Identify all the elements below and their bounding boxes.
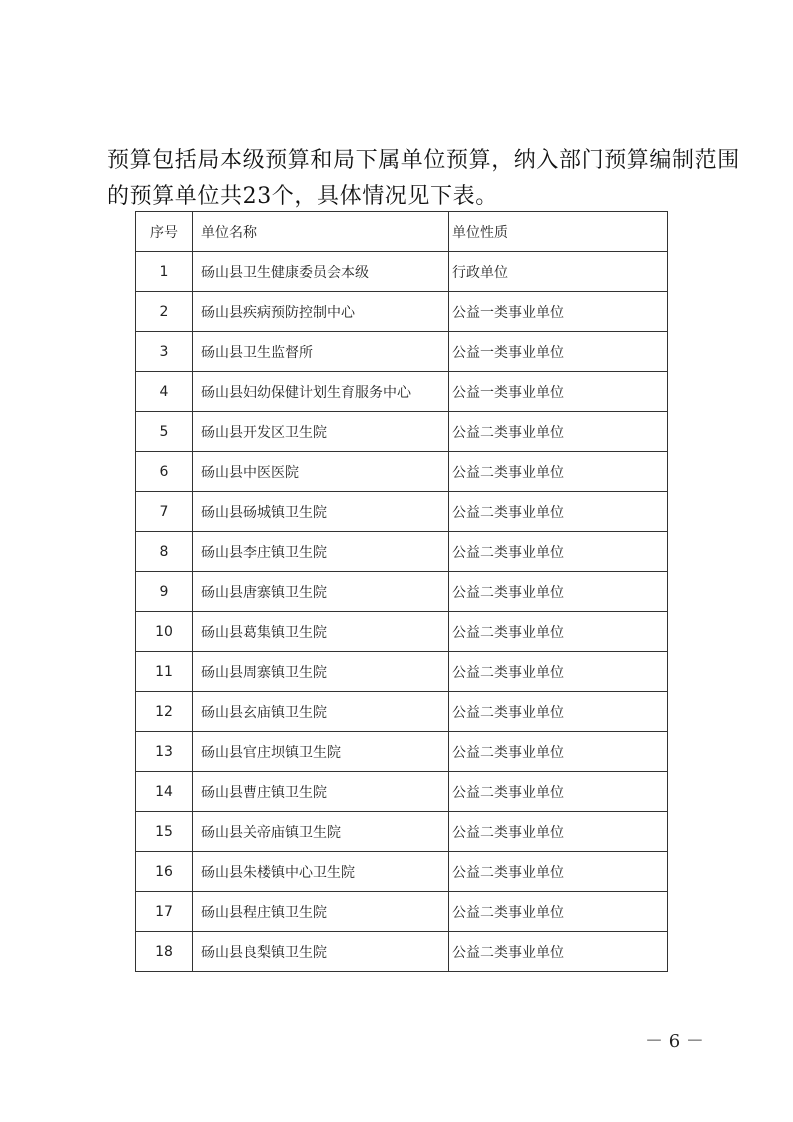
cell-no: 16 bbox=[136, 852, 193, 892]
cell-unit-type: 公益二类事业单位 bbox=[449, 452, 668, 492]
cell-unit-type: 公益二类事业单位 bbox=[449, 692, 668, 732]
table-row bbox=[136, 332, 668, 372]
table-row bbox=[136, 812, 668, 852]
cell-unit-type: 公益一类事业单位 bbox=[449, 372, 668, 412]
cell-unit-type: 公益二类事业单位 bbox=[449, 412, 668, 452]
cell-unit-name: 砀山县砀城镇卫生院 bbox=[193, 492, 449, 532]
table-row bbox=[136, 652, 668, 692]
cell-no: 11 bbox=[136, 652, 193, 692]
cell-unit-type: 公益一类事业单位 bbox=[449, 332, 668, 372]
cell-no: 13 bbox=[136, 732, 193, 772]
cell-unit-type: 公益二类事业单位 bbox=[449, 612, 668, 652]
cell-no: 10 bbox=[136, 612, 193, 652]
table-row bbox=[136, 772, 668, 812]
cell-no: 18 bbox=[136, 932, 193, 972]
table-row bbox=[136, 252, 668, 292]
cell-unit-name: 砀山县良梨镇卫生院 bbox=[193, 932, 449, 972]
table-header-row bbox=[136, 212, 668, 252]
cell-unit-type: 公益二类事业单位 bbox=[449, 492, 668, 532]
cell-unit-name: 砀山县程庄镇卫生院 bbox=[193, 892, 449, 932]
table-row bbox=[136, 612, 668, 652]
cell-unit-name: 砀山县卫生监督所 bbox=[193, 332, 449, 372]
cell-unit-type: 公益二类事业单位 bbox=[449, 772, 668, 812]
header-type: 单位性质 bbox=[449, 212, 668, 252]
cell-no: 1 bbox=[136, 252, 193, 292]
cell-unit-type: 公益二类事业单位 bbox=[449, 812, 668, 852]
cell-unit-name: 砀山县卫生健康委员会本级 bbox=[193, 252, 449, 292]
cell-no: 17 bbox=[136, 892, 193, 932]
header-no: 序号 bbox=[136, 212, 193, 252]
cell-unit-name: 砀山县开发区卫生院 bbox=[193, 412, 449, 452]
cell-unit-type: 公益一类事业单位 bbox=[449, 292, 668, 332]
cell-unit-name: 砀山县唐寨镇卫生院 bbox=[193, 572, 449, 612]
cell-unit-name: 砀山县官庄坝镇卫生院 bbox=[193, 732, 449, 772]
cell-unit-type: 公益二类事业单位 bbox=[449, 652, 668, 692]
table-row bbox=[136, 892, 668, 932]
table-row bbox=[136, 492, 668, 532]
cell-no: 15 bbox=[136, 812, 193, 852]
table-row bbox=[136, 452, 668, 492]
table-row bbox=[136, 932, 668, 972]
cell-no: 12 bbox=[136, 692, 193, 732]
paragraph-line-1: 预算包括局本级预算和局下属单位预算，纳入部门预算编制范围 bbox=[107, 148, 740, 173]
cell-unit-type: 公益二类事业单位 bbox=[449, 932, 668, 972]
cell-unit-type: 公益二类事业单位 bbox=[449, 572, 668, 612]
budget-units-table bbox=[135, 211, 668, 972]
table-row bbox=[136, 732, 668, 772]
cell-unit-name: 砀山县葛集镇卫生院 bbox=[193, 612, 449, 652]
cell-no: 9 bbox=[136, 572, 193, 612]
cell-no: 8 bbox=[136, 532, 193, 572]
cell-unit-type: 公益二类事业单位 bbox=[449, 892, 668, 932]
table-row bbox=[136, 532, 668, 572]
cell-unit-type: 公益二类事业单位 bbox=[449, 532, 668, 572]
cell-no: 5 bbox=[136, 412, 193, 452]
cell-unit-name: 砀山县曹庄镇卫生院 bbox=[193, 772, 449, 812]
table-row bbox=[136, 292, 668, 332]
cell-no: 14 bbox=[136, 772, 193, 812]
paragraph-line-2: 的预算单位共23个，具体情况见下表。 bbox=[107, 184, 498, 209]
cell-unit-name: 砀山县玄庙镇卫生院 bbox=[193, 692, 449, 732]
table-row bbox=[136, 412, 668, 452]
cell-unit-name: 砀山县朱楼镇中心卫生院 bbox=[193, 852, 449, 892]
cell-unit-type: 公益二类事业单位 bbox=[449, 732, 668, 772]
cell-no: 4 bbox=[136, 372, 193, 412]
page-number: － 6 － bbox=[645, 1031, 704, 1052]
cell-unit-name: 砀山县妇幼保健计划生育服务中心 bbox=[193, 372, 449, 412]
cell-unit-name: 砀山县中医医院 bbox=[193, 452, 449, 492]
table-row bbox=[136, 852, 668, 892]
cell-unit-name: 砀山县周寨镇卫生院 bbox=[193, 652, 449, 692]
cell-unit-type: 行政单位 bbox=[449, 252, 668, 292]
table-row bbox=[136, 692, 668, 732]
cell-no: 6 bbox=[136, 452, 193, 492]
cell-unit-name: 砀山县关帝庙镇卫生院 bbox=[193, 812, 449, 852]
cell-unit-type: 公益二类事业单位 bbox=[449, 852, 668, 892]
cell-no: 7 bbox=[136, 492, 193, 532]
cell-unit-name: 砀山县疾病预防控制中心 bbox=[193, 292, 449, 332]
header-name: 单位名称 bbox=[193, 212, 449, 252]
cell-no: 2 bbox=[136, 292, 193, 332]
cell-unit-name: 砀山县李庄镇卫生院 bbox=[193, 532, 449, 572]
table-row bbox=[136, 372, 668, 412]
table-row bbox=[136, 572, 668, 612]
cell-no: 3 bbox=[136, 332, 193, 372]
